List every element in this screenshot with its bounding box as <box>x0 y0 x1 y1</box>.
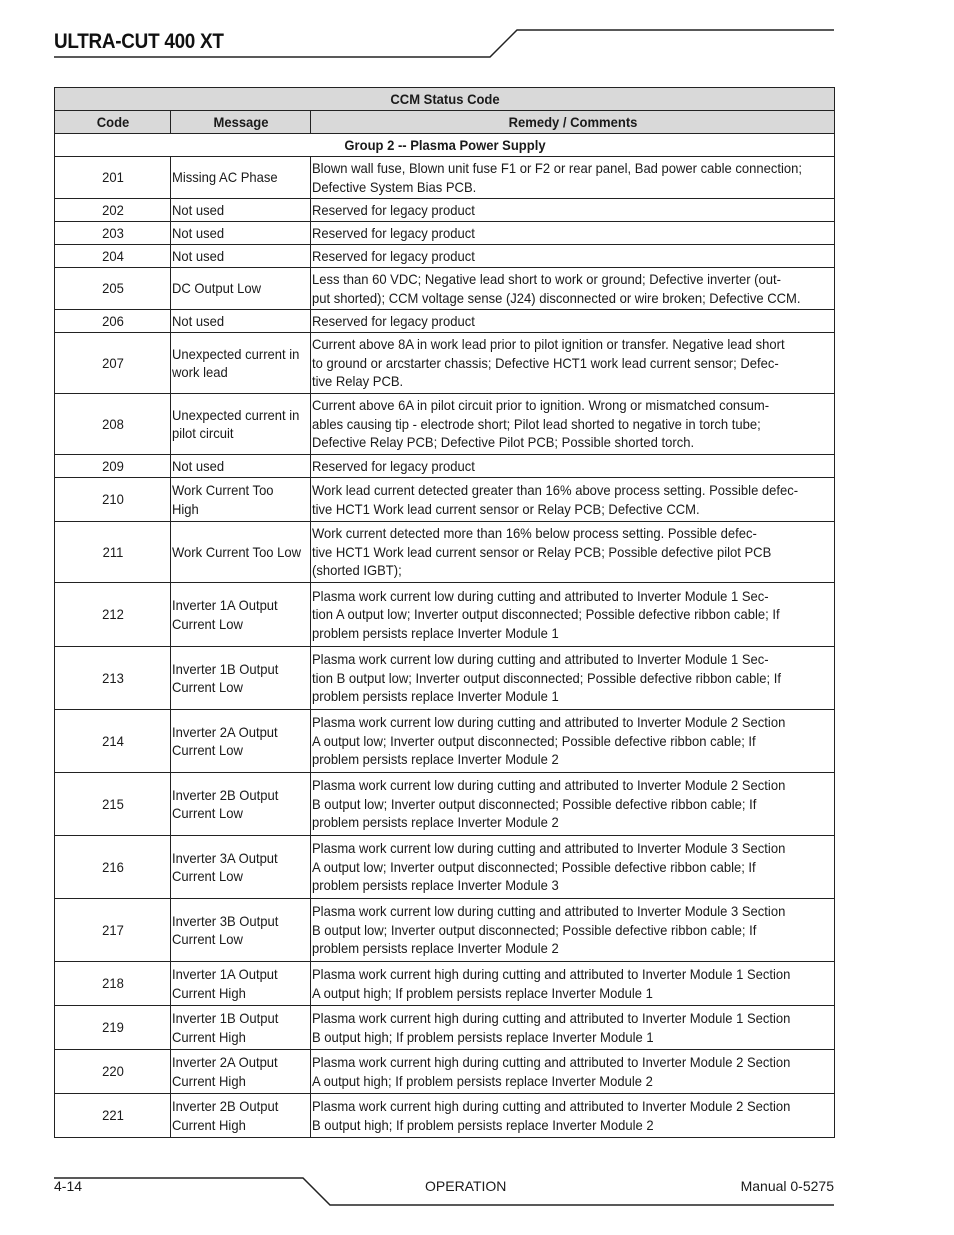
table-row <box>55 583 835 647</box>
remedy-cell: Plasma work current high during cutting and attributed to Inverter Module 2 Section A output high; If problem persists replace Inverter Module 2 <box>311 1050 835 1094</box>
message-cell: Work Current Too Low <box>171 522 311 583</box>
table-row <box>55 522 835 583</box>
manual-number: Manual 0-5275 <box>740 1178 834 1194</box>
message-cell: Inverter 2A Output Current Low <box>171 710 311 773</box>
code-cell: 216 <box>55 836 171 899</box>
message-cell: Work Current Too High <box>171 478 311 522</box>
ccm-status-code-table <box>54 87 835 1138</box>
table-row <box>55 157 835 199</box>
remedy-cell: Work lead current detected greater than 16% above process setting. Possible defec- tive HCT1 Work lead current sensor or Relay PCB; Defective CCM. <box>311 478 835 522</box>
code-cell: 219 <box>55 1006 171 1050</box>
code-cell: 211 <box>55 522 171 583</box>
message-cell: Unexpected current in pilot circuit <box>171 394 311 455</box>
column-header-code: Code <box>55 111 171 134</box>
message-cell: Inverter 1B Output Current High <box>171 1006 311 1050</box>
table-row <box>55 222 835 245</box>
table-row <box>55 333 835 394</box>
remedy-cell: Plasma work current low during cutting and attributed to Inverter Module 1 Sec- tion A output low; Inverter output disconnected; Possible defective ribbon cable; If problem persists replace Inverter Module 1 <box>311 583 835 647</box>
footer-section: OPERATION <box>425 1178 507 1194</box>
remedy-cell: Plasma work current low during cutting and attributed to Inverter Module 2 Section B output low; Inverter output disconnected; Possible defective ribbon cable; If problem persists replace Inverter Module 2 <box>311 773 835 836</box>
remedy-cell: Plasma work current low during cutting and attributed to Inverter Module 3 Section B output low; Inverter output disconnected; Possible defective ribbon cable; If problem persists replace Inverter Module 2 <box>311 899 835 962</box>
table-row <box>55 478 835 522</box>
code-cell: 212 <box>55 583 171 647</box>
remedy-cell: Less than 60 VDC; Negative lead short to work or ground; Defective inverter (out- put shorted); CCM voltage sense (J24) disconnected or wire broken; Defective CCM. <box>311 268 835 310</box>
message-cell: Inverter 3A Output Current Low <box>171 836 311 899</box>
code-cell: 206 <box>55 310 171 333</box>
code-cell: 207 <box>55 333 171 394</box>
table-row <box>55 710 835 773</box>
code-cell: 201 <box>55 157 171 199</box>
remedy-cell: Plasma work current high during cutting and attributed to Inverter Module 1 Section A output high; If problem persists replace Inverter Module 1 <box>311 962 835 1006</box>
remedy-cell: Plasma work current low during cutting and attributed to Inverter Module 3 Section A output low; Inverter output disconnected; Possible defective ribbon cable; If problem persists replace Inverter Module 3 <box>311 836 835 899</box>
code-cell: 217 <box>55 899 171 962</box>
message-cell: Not used <box>171 455 311 478</box>
code-cell: 208 <box>55 394 171 455</box>
message-cell: Inverter 2B Output Current Low <box>171 773 311 836</box>
table-row <box>55 199 835 222</box>
message-cell: Not used <box>171 245 311 268</box>
remedy-cell: Current above 6A in pilot circuit prior to ignition. Wrong or mismatched consum- ables causing tip - electrode short; Pilot lead shorted to negative in torch tube; Defective Relay PCB; Defective Pilot PCB; Possible shorted torch. <box>311 394 835 455</box>
message-cell: Inverter 1A Output Current High <box>171 962 311 1006</box>
column-header-remedy: Remedy / Comments <box>311 111 835 134</box>
remedy-cell: Reserved for legacy product <box>311 310 835 333</box>
remedy-cell: Plasma work current low during cutting and attributed to Inverter Module 2 Section A output low; Inverter output disconnected; Possible defective ribbon cable; If problem persists replace Inverter Module 2 <box>311 710 835 773</box>
remedy-cell: Reserved for legacy product <box>311 199 835 222</box>
code-cell: 214 <box>55 710 171 773</box>
table-row <box>55 647 835 710</box>
code-cell: 220 <box>55 1050 171 1094</box>
message-cell: Missing AC Phase <box>171 157 311 199</box>
column-header-message: Message <box>171 111 311 134</box>
code-cell: 215 <box>55 773 171 836</box>
remedy-cell: Blown wall fuse, Blown unit fuse F1 or F2 or rear panel, Bad power cable connection; Defective System Bias PCB. <box>311 157 835 199</box>
message-cell: DC Output Low <box>171 268 311 310</box>
message-cell: Inverter 3B Output Current Low <box>171 899 311 962</box>
code-cell: 221 <box>55 1094 171 1138</box>
message-cell: Inverter 2B Output Current High <box>171 1094 311 1138</box>
code-cell: 213 <box>55 647 171 710</box>
code-cell: 202 <box>55 199 171 222</box>
remedy-cell: Reserved for legacy product <box>311 455 835 478</box>
remedy-cell: Reserved for legacy product <box>311 222 835 245</box>
message-cell: Inverter 1B Output Current Low <box>171 647 311 710</box>
remedy-cell: Current above 8A in work lead prior to pilot ignition or transfer. Negative lead short to ground or arcstarter chassis; Defective HCT1 work lead current sensor; Defec- tive Relay PCB. <box>311 333 835 394</box>
message-cell: Inverter 2A Output Current High <box>171 1050 311 1094</box>
table-row <box>55 245 835 268</box>
remedy-cell: Plasma work current high during cutting and attributed to Inverter Module 1 Section B output high; If problem persists replace Inverter Module 1 <box>311 1006 835 1050</box>
table-title: CCM Status Code <box>55 88 835 111</box>
group-label: Group 2 -- Plasma Power Supply <box>55 134 835 157</box>
code-cell: 210 <box>55 478 171 522</box>
message-cell: Unexpected current in work lead <box>171 333 311 394</box>
table-row <box>55 1006 835 1050</box>
code-cell: 205 <box>55 268 171 310</box>
code-cell: 209 <box>55 455 171 478</box>
table-row <box>55 268 835 310</box>
table-row <box>55 1050 835 1094</box>
table-row <box>55 836 835 899</box>
message-cell: Not used <box>171 310 311 333</box>
message-cell: Inverter 1A Output Current Low <box>171 583 311 647</box>
table-row <box>55 455 835 478</box>
message-cell: Not used <box>171 199 311 222</box>
table-row <box>55 899 835 962</box>
page-title: ULTRA-CUT 400 XT <box>54 30 224 53</box>
message-cell: Not used <box>171 222 311 245</box>
code-cell: 204 <box>55 245 171 268</box>
table-row <box>55 1094 835 1138</box>
table-row <box>55 962 835 1006</box>
remedy-cell: Work current detected more than 16% below process setting. Possible defec- tive HCT1 Work lead current sensor or Relay PCB; Possible defective pilot PCB (shorted IGBT); <box>311 522 835 583</box>
remedy-cell: Plasma work current high during cutting and attributed to Inverter Module 2 Section B output high; If problem persists replace Inverter Module 2 <box>311 1094 835 1138</box>
page-number: 4-14 <box>54 1178 83 1194</box>
remedy-cell: Plasma work current low during cutting and attributed to Inverter Module 1 Sec- tion B output low; Inverter output disconnected; Possible defective ribbon cable; If problem persists replace Inverter Module 1 <box>311 647 835 710</box>
table-row <box>55 773 835 836</box>
table-row <box>55 394 835 455</box>
remedy-cell: Reserved for legacy product <box>311 245 835 268</box>
code-cell: 203 <box>55 222 171 245</box>
code-cell: 218 <box>55 962 171 1006</box>
table-row <box>55 310 835 333</box>
